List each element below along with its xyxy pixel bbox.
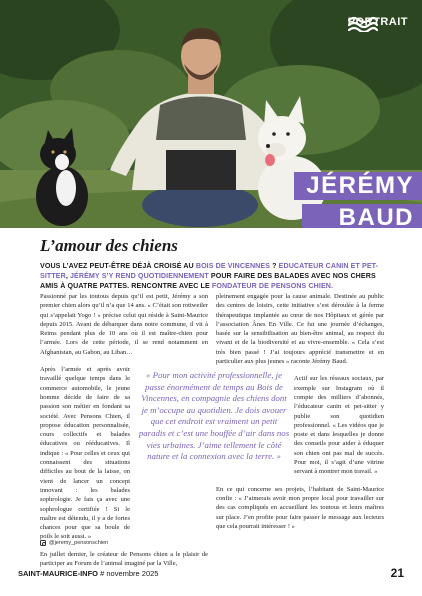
instagram-credit[interactable] [40, 540, 108, 546]
paragraph: Passionné par les toutous depuis qu’il est petit, Jérémy a son premier chien alors qu’il n’a que 14 ans. « C’était son rottweiler qui s’appelait Yogo ! » précise celui qui réside à Saint-Maurice depuis 2015. Avant de débarquer dans notre commune, il vit à Reims pendant plus de 10 ans où il est maître-chien pour l’armée. Lors de cette période, il se rend notamment en Afghanistan, au Gabon, au Liban… [40, 293, 208, 356]
lead-part: , [65, 272, 70, 280]
footer-publication-line [18, 569, 158, 578]
first-name: JÉRÉMY [294, 172, 422, 200]
instagram-handle: @jeremy_pensonschien [49, 540, 109, 546]
headline: L’amour des chiens [40, 236, 178, 255]
instagram-icon [40, 540, 46, 546]
paragraph: pleinement engagée pour la cause animale. Destinée au public des centres de loisirs, cette initiative s’est déroulée à la ferme thérapeutique implantée au cœur de nos Hôpitaux et gérée par l’association Ânes En Ville. Ce fut une journée d’échanges, basée sur la sensibilisation au bien-être animal, au respect du vivant et de la biodiversité et au vivre-ensemble. « Cela s’est très bien passé ! J’ai toujours apprécié transmettre et en particulier aux plus jeunes » raconte Jérémy Baud. [216, 293, 384, 366]
pull-quote: « Pour mon activité professionnelle, je passe énormément de temps au Bois de Vincennes, en compagnie des chiens dont je m’occupe au quotidien. Je dois avouer que cet endroit est vraiment un petit paradis et c’est une bouffée d’air dans nos vies urbaines. J’aime tellement le côté nature et la connexion avec la terre. » [138, 370, 290, 462]
section-label: PORTRAIT [347, 16, 408, 28]
hero-photo [0, 0, 422, 228]
lead-highlight: JÉRÉMY S’Y REND QUOTIDIENNEMENT [69, 272, 209, 280]
lead-part: ? [270, 262, 279, 270]
page-footer [18, 566, 404, 580]
lead-paragraph [40, 261, 392, 291]
last-name: BAUD [302, 204, 422, 228]
lead-highlight: BOIS DE VINCENNES [195, 262, 271, 270]
waves-icon [348, 16, 378, 32]
paragraph: En ce qui concerne ses projets, l’habitant de Saint-Maurice confie : « J’aimerais avoir mon propre local pour travailler sur des cas compliqués en accueillant les toutous et leurs maîtres sur place. J’en profite pour faire passer le message aux lecteurs que cela pourrait intéresser ! » [216, 485, 384, 530]
page-number: 21 [390, 566, 404, 580]
name-block [294, 172, 422, 228]
lead-highlight: FONDATEUR DE PENSONS CHIEN. [211, 282, 334, 290]
paragraph: Après l’armée et après avoir travaillé quelque temps dans le commerce automobile, le jeune homme décide de faire de sa passion son métier en fondant sa société. Avec Pensons Chien, il propose éducation personnalisée, cours collectifs et balades éducatives ou rééducatives. Il indique : « Pour celles et ceux qui connaissent des situations difficiles au bout de la laisse, on vient de lancer un concept innovant : les balades sophrologie. Je fais ça avec une sophrologue certifiée ! Si le maître est détendu, il y a de fortes chances pour que sa boule de poils le soit aussi. » [40, 366, 130, 541]
section-tag [348, 16, 408, 28]
lead-highlight: EDUCATEUR CANIN ET PET-SITTER [40, 262, 379, 280]
lead-part: POUR FAIRE DES BALADES AVEC NOS CHERS AMIS À QUATRE PATTES. RENCONTRE AVEC LE [40, 272, 376, 290]
paragraph: En juillet dernier, le créateur de Pensons chien a le plaisir de participer au Forum de l’animal imaginé par la Ville, [40, 550, 208, 568]
lead-part: VOUS L’AVEZ PEUT-ÊTRE DÉJÀ CROISÉ AU [40, 262, 196, 270]
paragraph: Actif sur les réseaux sociaux, par exemple sur Instagram où il compte des milliers d’abonnés, l’éducateur canin et pet-sitter y publie son quotidien professionnel. « Les vidéos que je poste et dans lesquelles je donne des conseils pour aider à éduquer son chien ont pas mal de succès. Pour moi, il s’agit d’une vitrine servant à montrer mon travail. » [294, 375, 384, 476]
issue-label: # novembre 2025 [100, 568, 159, 578]
publication-name: SAINT-MAURICE-INFO [18, 568, 98, 578]
